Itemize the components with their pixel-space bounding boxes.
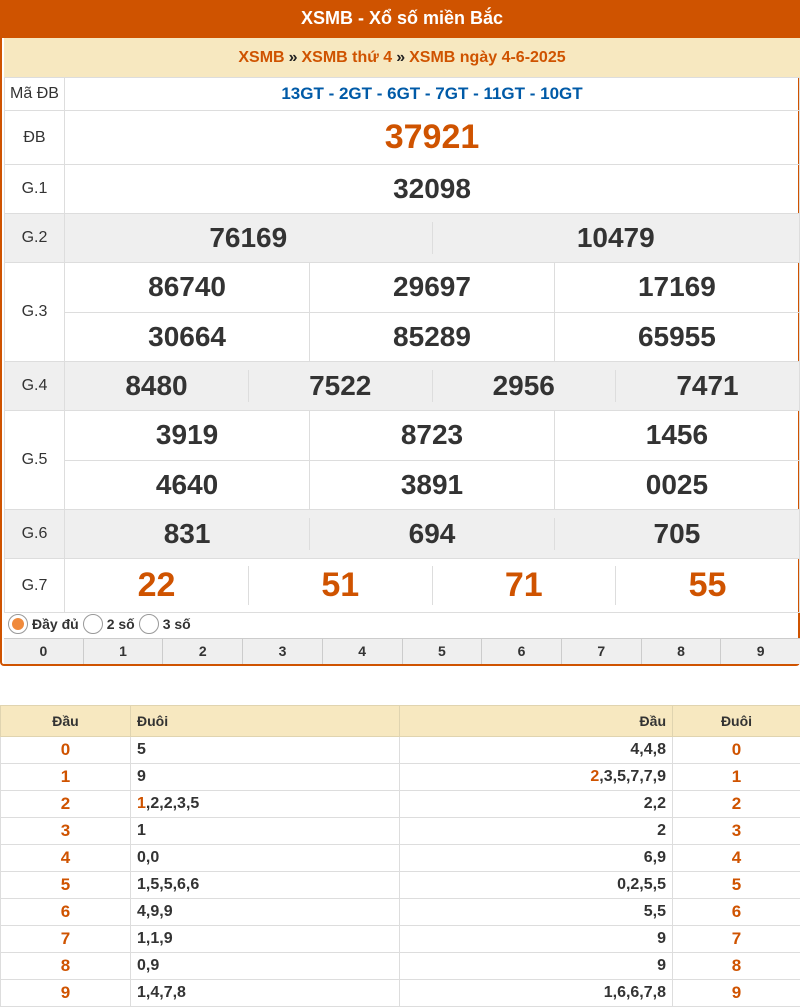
prize-g3: 86740	[65, 263, 310, 312]
row-g3	[5, 263, 800, 362]
table-row	[1, 926, 800, 953]
loto-tail-rest: ,2,2,3,5	[146, 795, 199, 812]
row-g7	[5, 559, 800, 613]
loto-tail-cell	[131, 764, 400, 791]
prize-g3: 29697	[310, 263, 555, 312]
table-row	[1, 872, 800, 899]
loto-head-cell	[400, 737, 673, 764]
loto-head: 2,2	[644, 795, 666, 812]
loto-tail-highlight: 1	[137, 795, 146, 812]
loto-tail: 1,4,7,8	[137, 984, 186, 1001]
prize-g6: 694	[310, 518, 555, 550]
loto-digit: 3	[673, 818, 800, 845]
header-head: Đầu	[1, 706, 131, 737]
radio-icon[interactable]	[139, 614, 159, 634]
loto-head-cell	[400, 845, 673, 872]
loto-tail: 1,1,9	[137, 930, 173, 947]
table-row	[1, 764, 800, 791]
loto-digit: 2	[673, 791, 800, 818]
loto-header	[1, 706, 800, 737]
prize-g4: 7471	[616, 370, 800, 402]
radio-icon[interactable]	[83, 614, 103, 634]
loto-head-cell	[400, 764, 673, 791]
loto-tail: 0,0	[137, 849, 159, 866]
loto-head: 0,2,5,5	[617, 876, 666, 893]
loto-digit: 9	[1, 980, 131, 1007]
digit-filter[interactable]: 8	[641, 639, 721, 664]
loto-digit: 8	[1, 953, 131, 980]
loto-head-highlight: 2	[590, 768, 599, 785]
g6-label: G.6	[5, 510, 65, 559]
loto-digit: 4	[673, 845, 800, 872]
results-table	[4, 77, 800, 613]
loto-head: 9	[657, 957, 666, 974]
digit-filter[interactable]: 0	[4, 639, 83, 664]
loto-tail-cell	[131, 926, 400, 953]
loto-tail-cell	[131, 980, 400, 1007]
option-three-label: 3 số	[163, 616, 191, 632]
loto-digit: 6	[673, 899, 800, 926]
loto-digit: 7	[673, 926, 800, 953]
prize-g4: 8480	[65, 370, 249, 402]
digit-filter[interactable]: 6	[481, 639, 561, 664]
breadcrumb-weekday[interactable]: XSMB thứ 4	[302, 49, 393, 66]
display-options	[4, 610, 800, 638]
row-g1	[5, 165, 800, 214]
loto-tail: 1	[137, 822, 146, 839]
table-row	[1, 899, 800, 926]
radio-selected-icon[interactable]	[8, 614, 28, 634]
prize-g3: 65955	[554, 312, 799, 361]
table-row	[1, 791, 800, 818]
loto-head-cell	[400, 980, 673, 1007]
prize-g5: 4640	[65, 460, 310, 509]
loto-digit: 3	[1, 818, 131, 845]
digit-filter[interactable]: 7	[561, 639, 641, 664]
db-label: ĐB	[5, 111, 65, 165]
loto-tail: 5	[137, 741, 146, 758]
loto-digit: 5	[673, 872, 800, 899]
breadcrumb-xsmb[interactable]: XSMB	[238, 49, 284, 66]
loto-head-cell	[400, 818, 673, 845]
g5-label: G.5	[5, 411, 65, 510]
loto-head: 9	[657, 930, 666, 947]
prize-g7: 71	[432, 566, 616, 605]
digit-filter[interactable]: 5	[402, 639, 482, 664]
madb-label: Mã ĐB	[5, 78, 65, 111]
prize-g6: 831	[65, 518, 310, 550]
breadcrumb	[4, 38, 800, 77]
loto-head: 5,5	[644, 903, 666, 920]
loto-head-cell	[400, 926, 673, 953]
table-row	[1, 737, 800, 764]
option-full[interactable]	[8, 614, 79, 634]
row-db	[5, 111, 800, 165]
prize-g4: 2956	[432, 370, 616, 402]
loto-head-rest: ,3,5,7,7,9	[599, 768, 666, 785]
g3-label: G.3	[5, 263, 65, 362]
header-tail: Đuôi	[673, 706, 800, 737]
header-tail: Đuôi	[131, 706, 400, 737]
prize-g5: 3919	[65, 411, 310, 460]
g2-label: G.2	[5, 214, 65, 263]
prize-db: 37921	[65, 111, 800, 165]
g7-label: G.7	[5, 559, 65, 613]
loto-head: 2	[657, 822, 666, 839]
option-three-digits[interactable]	[139, 614, 191, 634]
loto-digit: 5	[1, 872, 131, 899]
loto-digit: 0	[673, 737, 800, 764]
row-g6	[5, 510, 800, 559]
table-row	[1, 980, 800, 1007]
loto-head-cell	[400, 953, 673, 980]
loto-digit: 9	[673, 980, 800, 1007]
loto-head-cell	[400, 791, 673, 818]
loto-tail-cell	[131, 737, 400, 764]
breadcrumb-date[interactable]: XSMB ngày 4-6-2025	[409, 49, 566, 66]
breadcrumb-sep: »	[289, 49, 298, 66]
loto-head: 4,4,8	[630, 741, 666, 758]
prize-g2: 76169	[65, 222, 432, 254]
loto-digit: 7	[1, 926, 131, 953]
prize-g3: 85289	[310, 312, 555, 361]
g1-label: G.1	[5, 165, 65, 214]
g4-label: G.4	[5, 362, 65, 411]
row-madb	[5, 78, 800, 111]
prize-g5: 0025	[554, 460, 799, 509]
loto-tail-cell	[131, 791, 400, 818]
page-title: XSMB - Xổ số miền Bắc	[2, 0, 800, 38]
digit-filter[interactable]: 3	[242, 639, 322, 664]
row-g4	[5, 362, 800, 411]
loto-head-cell	[400, 899, 673, 926]
loto-digit: 4	[1, 845, 131, 872]
digit-filter-bar	[4, 638, 800, 664]
option-two-digits[interactable]	[83, 614, 135, 634]
prize-g1: 32098	[65, 165, 800, 214]
row-g2	[5, 214, 800, 263]
loto-tail-cell	[131, 899, 400, 926]
loto-tail: 4,9,9	[137, 903, 173, 920]
loto-head: 6,9	[644, 849, 666, 866]
loto-tail-cell	[131, 953, 400, 980]
loto-tail: 0,9	[137, 957, 159, 974]
loto-digit: 1	[673, 764, 800, 791]
loto-table	[0, 705, 800, 1007]
row-g5	[5, 411, 800, 510]
loto-digit: 1	[1, 764, 131, 791]
loto-tail: 9	[137, 768, 146, 785]
madb-value: 13GT - 2GT - 6GT - 7GT - 11GT - 10GT	[65, 78, 800, 111]
table-row	[1, 845, 800, 872]
breadcrumb-sep: »	[396, 49, 405, 66]
loto-tail-cell	[131, 845, 400, 872]
prize-g7: 55	[616, 566, 800, 605]
digit-filter[interactable]: 1	[83, 639, 163, 664]
table-row	[1, 818, 800, 845]
prize-g5: 3891	[310, 460, 555, 509]
loto-head: 1,6,6,7,8	[604, 984, 666, 1001]
option-two-label: 2 số	[107, 616, 135, 632]
digit-filter[interactable]: 2	[162, 639, 242, 664]
prize-g6: 705	[554, 518, 799, 550]
digit-filter[interactable]: 9	[720, 639, 800, 664]
table-row	[1, 953, 800, 980]
loto-digit: 6	[1, 899, 131, 926]
loto-tail: 1,5,5,6,6	[137, 876, 199, 893]
prize-g7: 22	[65, 566, 249, 605]
loto-tail-cell	[131, 818, 400, 845]
loto-head-cell	[400, 872, 673, 899]
loto-digit: 0	[1, 737, 131, 764]
prize-g2: 10479	[432, 222, 799, 254]
prize-g5: 1456	[554, 411, 799, 460]
prize-g4: 7522	[249, 370, 433, 402]
loto-digit: 2	[1, 791, 131, 818]
digit-filter[interactable]: 4	[322, 639, 402, 664]
header-head: Đầu	[400, 706, 673, 737]
loto-tail-cell	[131, 872, 400, 899]
prize-g3: 30664	[65, 312, 310, 361]
prize-g5: 8723	[310, 411, 555, 460]
prize-g7: 51	[249, 566, 433, 605]
prize-g3: 17169	[554, 263, 799, 312]
option-full-label: Đầy đủ	[32, 616, 79, 632]
loto-digit: 8	[673, 953, 800, 980]
